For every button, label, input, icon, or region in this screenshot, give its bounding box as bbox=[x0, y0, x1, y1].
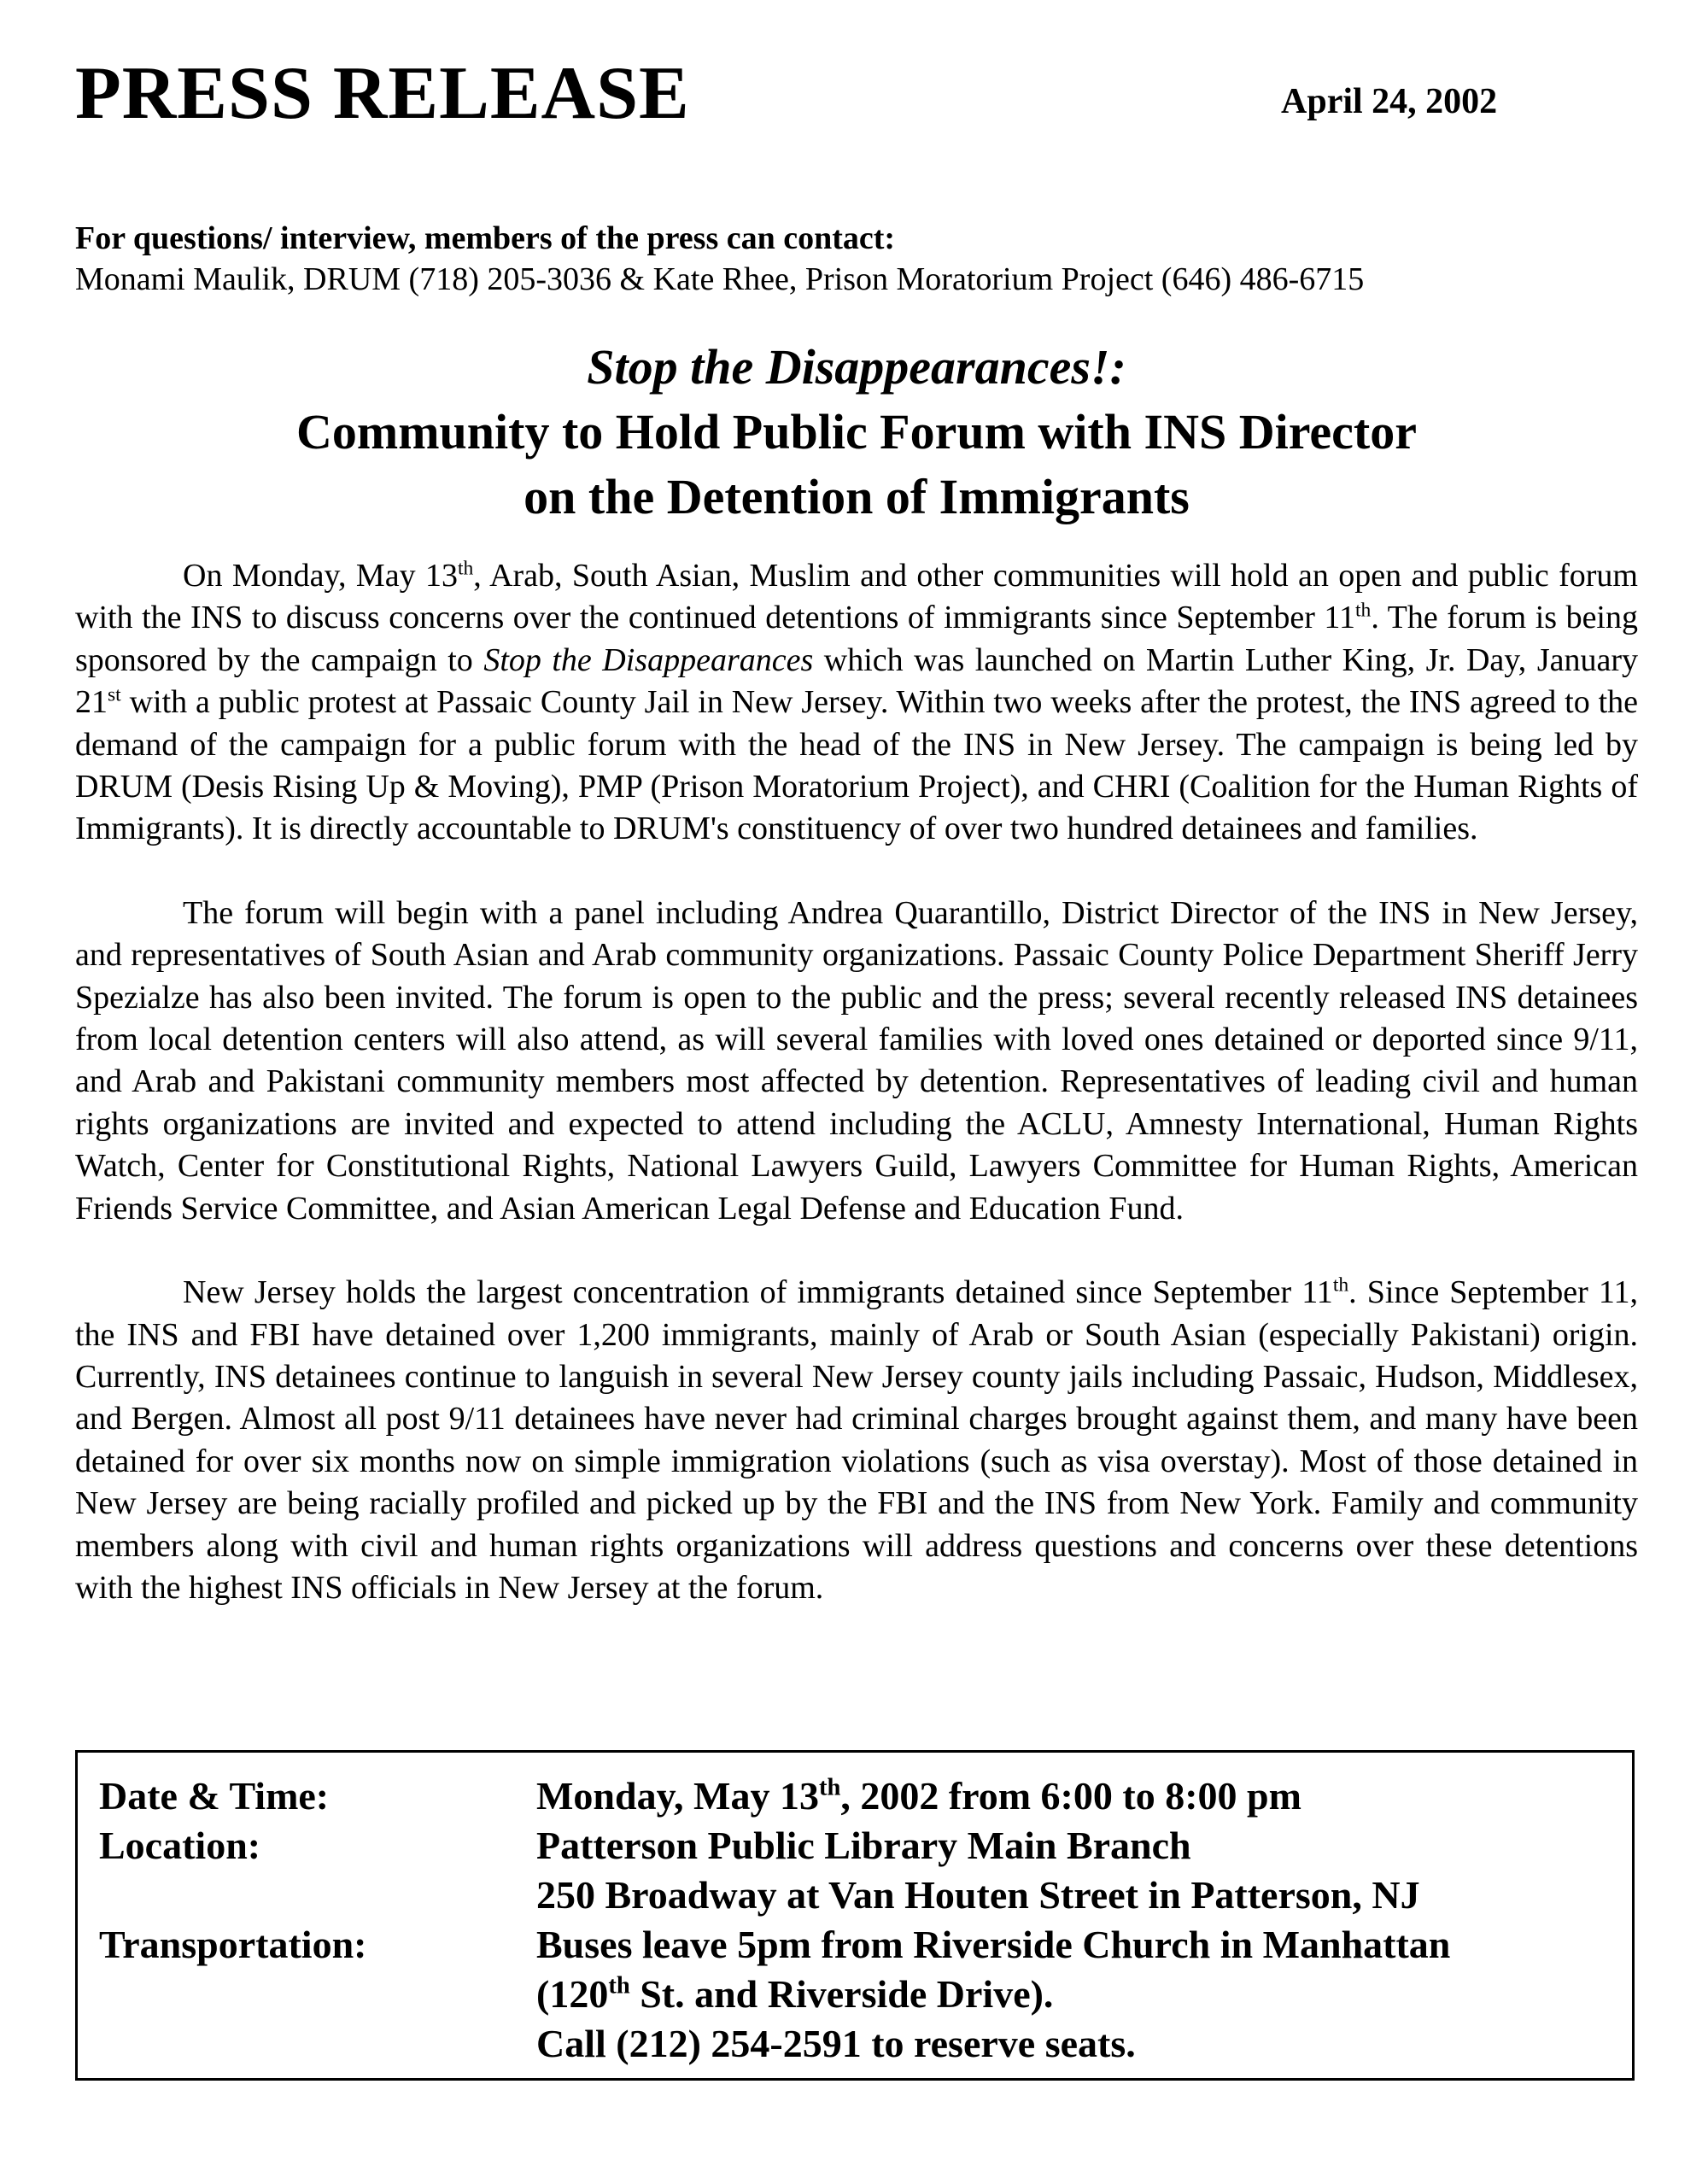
paragraph-1 bbox=[75, 555, 1638, 851]
date-time-value bbox=[536, 1771, 1301, 1821]
release-date: April 24, 2002 bbox=[1281, 82, 1498, 121]
article-body bbox=[75, 555, 1638, 1609]
headline-line-3: on the Detention of Immigrants bbox=[524, 469, 1190, 524]
transportation-label: Transportation: bbox=[99, 1923, 367, 1966]
location-value-line2: 250 Broadway at Van Houten Street in Patterson, NJ bbox=[536, 1873, 1420, 1917]
date-value-b: , 2002 from 6:00 to 8:00 pm bbox=[840, 1774, 1301, 1818]
press-contact-label: For questions/ interview, members of the press can contact: bbox=[75, 220, 896, 256]
press-contact-details: Monami Maulik, DRUM (718) 205-3036 & Kate Rhee, Prison Moratorium Project (646) 486-6715 bbox=[75, 261, 1365, 297]
transport-line2-b: St. and Riverside Drive). bbox=[629, 1972, 1054, 2016]
reservation-phone: Call (212) 254-2591 to reserve seats. bbox=[536, 2022, 1136, 2065]
headline-line-2: Community to Hold Public Forum with INS Director bbox=[296, 404, 1417, 460]
headline bbox=[75, 335, 1638, 530]
headline-campaign: Stop the Disappearances!: bbox=[587, 339, 1126, 395]
transportation-value-line2 bbox=[536, 1970, 1053, 2019]
document-title: PRESS RELEASE bbox=[75, 52, 690, 135]
p1-text-b: , Arab, South Asian, Muslim and other communities will hold an open and public forum with the INS to discuss concerns over the continued detentions of immigrants since September 11 bbox=[75, 558, 1638, 636]
p1-sup-d: st bbox=[108, 683, 121, 706]
p3-sup-a: th bbox=[1332, 1273, 1349, 1297]
date-value-a: Monday, May 13 bbox=[536, 1774, 819, 1818]
p1-text-a: On Monday, May 13 bbox=[183, 558, 458, 594]
paragraph-3 bbox=[75, 1272, 1638, 1609]
location-value-line1: Patterson Public Library Main Branch bbox=[536, 1824, 1191, 1867]
p1-sup-a: th bbox=[457, 557, 474, 580]
transportation-value-line1: Buses leave 5pm from Riverside Church in Manhattan bbox=[536, 1923, 1451, 1966]
transport-line2-sup: th bbox=[608, 1972, 630, 1999]
event-details-box bbox=[75, 1750, 1635, 2081]
press-contact-block bbox=[75, 218, 1638, 300]
p1-text-e: with a public protest at Passaic County Jail in New Jersey. Within two weeks after the protest, the INS agreed to the demand of the campaign for a public forum with the head of the INS in New Jersey. The campaign is being led by DRUM (Desis Rising Up & Moving), PMP (Prison Moratorium Project), and CHRI (Coalition for the Human Rights of Immigrants). It is directly accountable to DRUM's constituency of over two hundred detainees and families. bbox=[75, 684, 1638, 847]
p1-sup-b: th bbox=[1355, 599, 1372, 622]
transport-line2-a: (120 bbox=[536, 1972, 609, 2016]
p3-text-b: . Since September 11, the INS and FBI have detained over 1,200 immigrants, mainly of Arab or South Asian (especially Pakistani) origin. Currently, INS detainees continue to languish in several New Jersey county jails including Passaic, Hudson, Middlesex, and Bergen. Almost all post 9/11 detainees have never had criminal charges brought against them, and many have been detained for over six months now on simple immigration violations (such as visa overstay). Most of those detained in New Jersey are being racially profiled and picked up by the FBI and the INS from New York. Family and community members along with civil and human rights organizations will address questions and concerns over these detentions with the highest INS officials in New Jersey at the forum. bbox=[75, 1274, 1639, 1606]
date-value-sup: th bbox=[818, 1774, 841, 1801]
p3-text-a: New Jersey holds the largest concentration of immigrants detained since September 11 bbox=[183, 1274, 1333, 1311]
campaign-name: Stop the Disappearances bbox=[483, 641, 814, 678]
p1-text-d: which was launched on Martin Luther King, Jr. Day, January 21 bbox=[75, 641, 1638, 721]
p1-text-c: . The forum is being sponsored by the campaign to bbox=[75, 600, 1638, 678]
paragraph-2: The forum will begin with a panel including Andrea Quarantillo, District Director of the INS in New Jersey, and representatives of South Asian and Arab community organizations. Passaic County Police Department Sheriff Jerry Spezialze has also been invited. The forum is open to the public and the press; several recently released INS detainees from local detention centers will also attend, as will several families with loved ones detained or deported since 9/11, and Arab and Pakistani community members most affected by detention. Representatives of leading civil and human rights organizations are invited and expected to attend including the ACLU, Amnesty International, Human Rights Watch, Center for Constitutional Rights, National Lawyers Guild, Lawyers Committee for Human Rights, American Friends Service Committee, and Asian American Legal Defense and Education Fund. bbox=[75, 894, 1638, 1227]
location-label: Location: bbox=[99, 1824, 261, 1867]
date-time-label: Date & Time: bbox=[99, 1774, 330, 1818]
